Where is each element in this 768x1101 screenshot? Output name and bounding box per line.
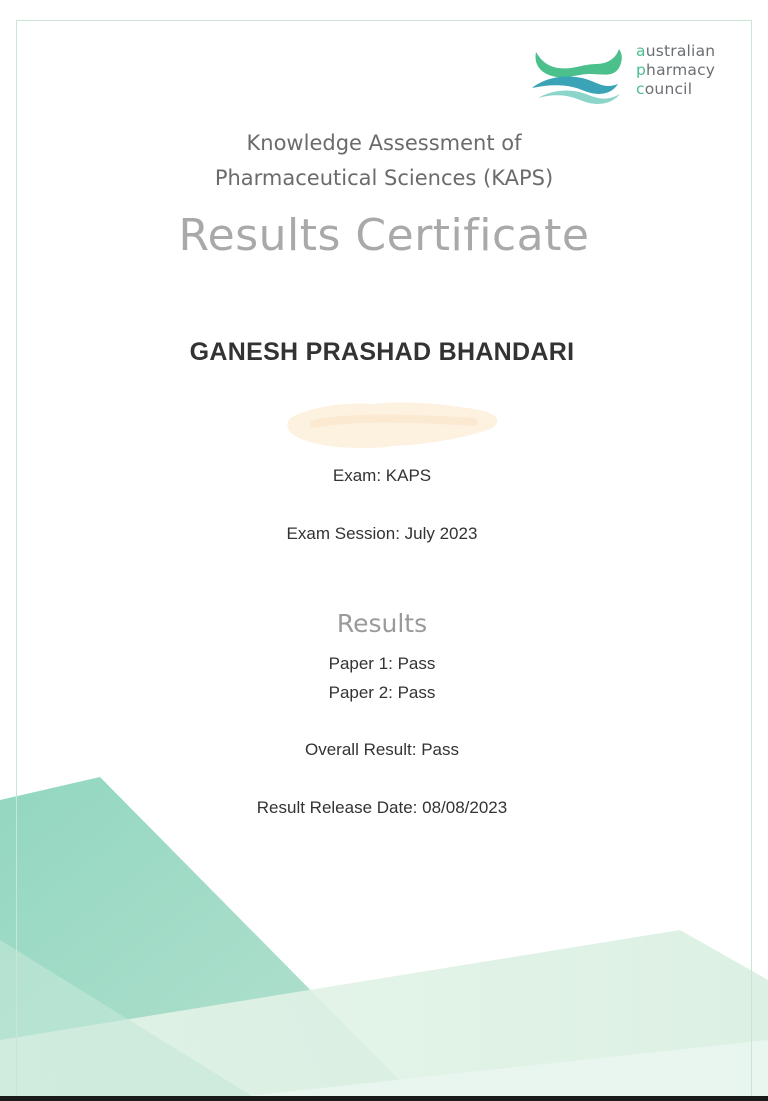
exam-name: Exam: KAPS [332, 466, 432, 485]
overall-result: Overall Result: Pass [305, 740, 459, 759]
paper-2-result: Paper 2: Pass [328, 683, 436, 702]
candidate-name: GANESH PRASHAD BHANDARI [189, 338, 575, 366]
exam-full-name-line2: Pharmaceutical Sciences (KAPS) [214, 166, 554, 190]
certificate-title: Results Certificate [178, 210, 590, 261]
exam-full-name-line1: Knowledge Assessment of [246, 131, 522, 155]
apc-logo-text: australian pharmacy council [636, 42, 716, 98]
redaction-smudge [284, 396, 504, 452]
results-heading: Results [336, 609, 428, 638]
logo-word-1-rest: ustralian [645, 42, 716, 60]
apc-logo [530, 42, 740, 108]
bottom-edge-bar [0, 1096, 768, 1101]
apc-logo-mark-icon [530, 44, 626, 108]
logo-word-2-rest: harmacy [646, 61, 716, 79]
exam-full-name [0, 126, 768, 196]
exam-session: Exam Session: July 2023 [286, 524, 478, 543]
logo-word-3-rest: ouncil [644, 80, 693, 98]
result-release-date: Result Release Date: 08/08/2023 [256, 798, 508, 817]
paper-1-result: Paper 1: Pass [328, 654, 436, 673]
